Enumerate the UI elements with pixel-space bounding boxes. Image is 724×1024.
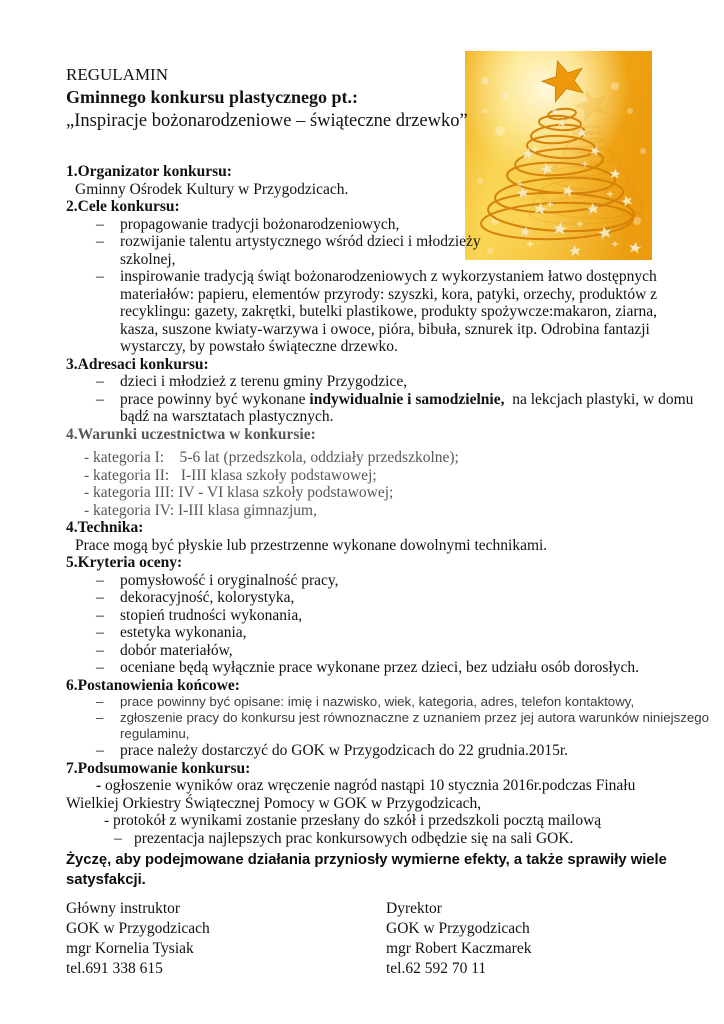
text-line: – pomysłowość i oryginalność pracy,: [96, 571, 339, 589]
closing-wish: Życzę, aby podejmowane działania przyniosły wymierne efekty, a także sprawiły wiele: [66, 852, 667, 868]
section-heading-adresaci: 3.Adresaci konkursu:: [66, 355, 209, 373]
doc-subtitle: „Inspiracje bożonarodzeniowe – świąteczne drzewko”: [66, 111, 468, 131]
signature-left: [66, 899, 386, 979]
section-heading-organizator: 1.Organizator konkursu:: [66, 163, 232, 180]
text-line: materiałów: papieru, elementów przyrody: szyszki, kora, patyki, orzechy, produktów z: [120, 285, 658, 303]
text-line: kasza, suszone kwiaty-warzywa i owoce, pióra, bibuła, sznurek itp. Odrobina fantazji: [120, 320, 650, 338]
text-line: bądź na warsztatach plastycznych.: [120, 408, 334, 425]
text-line: – zgłoszenie pracy do konkursu jest równoznaczne z uznaniem przez jej autora warunków niniejszego: [96, 710, 710, 725]
text-line: Gminny Ośrodek Kultury w Przygodzicach.: [75, 180, 349, 198]
text-line: - kategoria II: I-III klasa szkoły podstawowej;: [84, 466, 377, 484]
text-line: - kategoria I: 5-6 lat (przedszkola, oddziały przedszkolne);: [84, 449, 459, 466]
text-line: - kategoria IV: I-III klasa gimnazjum,: [84, 501, 317, 519]
signature-org: GOK w Przygodzicach: [66, 920, 210, 937]
text-line: – prace powinny być wykonane indywidualnie i samodzielnie, na lekcjach plastyki, w domu: [96, 390, 694, 408]
text-line: – inspirowanie tradycją świąt bożonarodzeniowych z wykorzystaniem łatwo dostępnych: [96, 268, 657, 285]
document-lines: [66, 64, 710, 890]
text-line: – dzieci i młodzież z terenu gminy Przygodzice,: [96, 373, 408, 390]
section-heading-cele: 2.Cele konkursu:: [66, 198, 180, 215]
text-line: – stopień trudności wykonania,: [96, 606, 303, 624]
text-line: Wielkiej Orkiestry Świątecznej Pomocy w GOK w Przygodzicach,: [66, 794, 482, 812]
signature-block: [66, 899, 706, 979]
text-line: - protokół z wynikami zostanie przesłany do szkół i przedszkoli pocztą mailową: [104, 812, 602, 829]
text-line: - ogłoszenie wyników oraz wręczenie nagród nastąpi 10 stycznia 2016r.podczas Finału: [96, 777, 636, 794]
section-heading-kryteria: 5.Kryteria oceny:: [66, 554, 183, 571]
signature-name: mgr Robert Kaczmarek: [386, 940, 532, 957]
text-line: – prezentacja najlepszych prac konkursowych odbędzie się na sali GOK.: [114, 829, 574, 847]
text-line: recyklingu: gazety, zakrętki, butelki plastikowe, produkty spożywcze:makaron, ziarna,: [120, 303, 657, 320]
signature-role: Główny instruktor: [66, 900, 181, 917]
text-line: wystarczy, by powstało świąteczne drzewko.: [120, 338, 398, 355]
text-line: – propagowanie tradycji bożonarodzeniowych,: [96, 215, 400, 233]
text-line: – oceniane będą wyłącznie prace wykonane przez dzieci, bez udziału osób dorosłych.: [96, 659, 640, 676]
signature-phone: tel.62 592 70 11: [386, 960, 487, 977]
doc-title: Gminnego konkursu plastycznego pt.:: [66, 87, 359, 107]
text-line: szkolnej,: [120, 250, 176, 268]
text-line: – rozwijanie talentu artystycznego wśród dzieci i młodzieży: [96, 233, 481, 250]
signature-right: [386, 899, 706, 979]
signature-phone: tel.691 338 615: [66, 960, 163, 977]
doc-title-kicker: REGULAMIN: [66, 65, 168, 84]
text-line: – dobór materiałów,: [96, 641, 233, 659]
text-line: regulaminu,: [120, 726, 190, 741]
section-heading-technika: 4.Technika:: [66, 519, 144, 536]
text-line: – prace należy dostarczyć do GOK w Przygodzicach do 22 grudnia.2015r.: [96, 742, 569, 759]
text-line: – estetyka wykonania,: [96, 624, 247, 641]
signature-org: GOK w Przygodzicach: [386, 920, 530, 937]
text-line: – dekoracyjność, kolorystyka,: [96, 589, 295, 606]
section-heading-postanowienia: 6.Postanowienia końcowe:: [66, 676, 240, 694]
signature-role: Dyrektor: [386, 900, 442, 917]
text-line: – prace powinny być opisane: imię i nazwisko, wiek, kategoria, adres, telefon kontaktowy,: [96, 694, 635, 709]
text-line: Prace mogą być płyskie lub przestrzenne wykonane dowolnymi technikami.: [75, 536, 548, 554]
document-body: [66, 64, 710, 979]
section-heading-podsumowanie: 7.Podsumowanie konkursu:: [66, 759, 251, 777]
text-line: - kategoria III: IV - VI klasa szkoły podstawowej;: [84, 484, 394, 501]
closing-wish: satysfakcji.: [66, 872, 146, 888]
section-heading-warunki: 4.Warunki uczestnictwa w konkursie:: [66, 425, 316, 443]
signature-name: mgr Kornelia Tysiak: [66, 940, 194, 957]
